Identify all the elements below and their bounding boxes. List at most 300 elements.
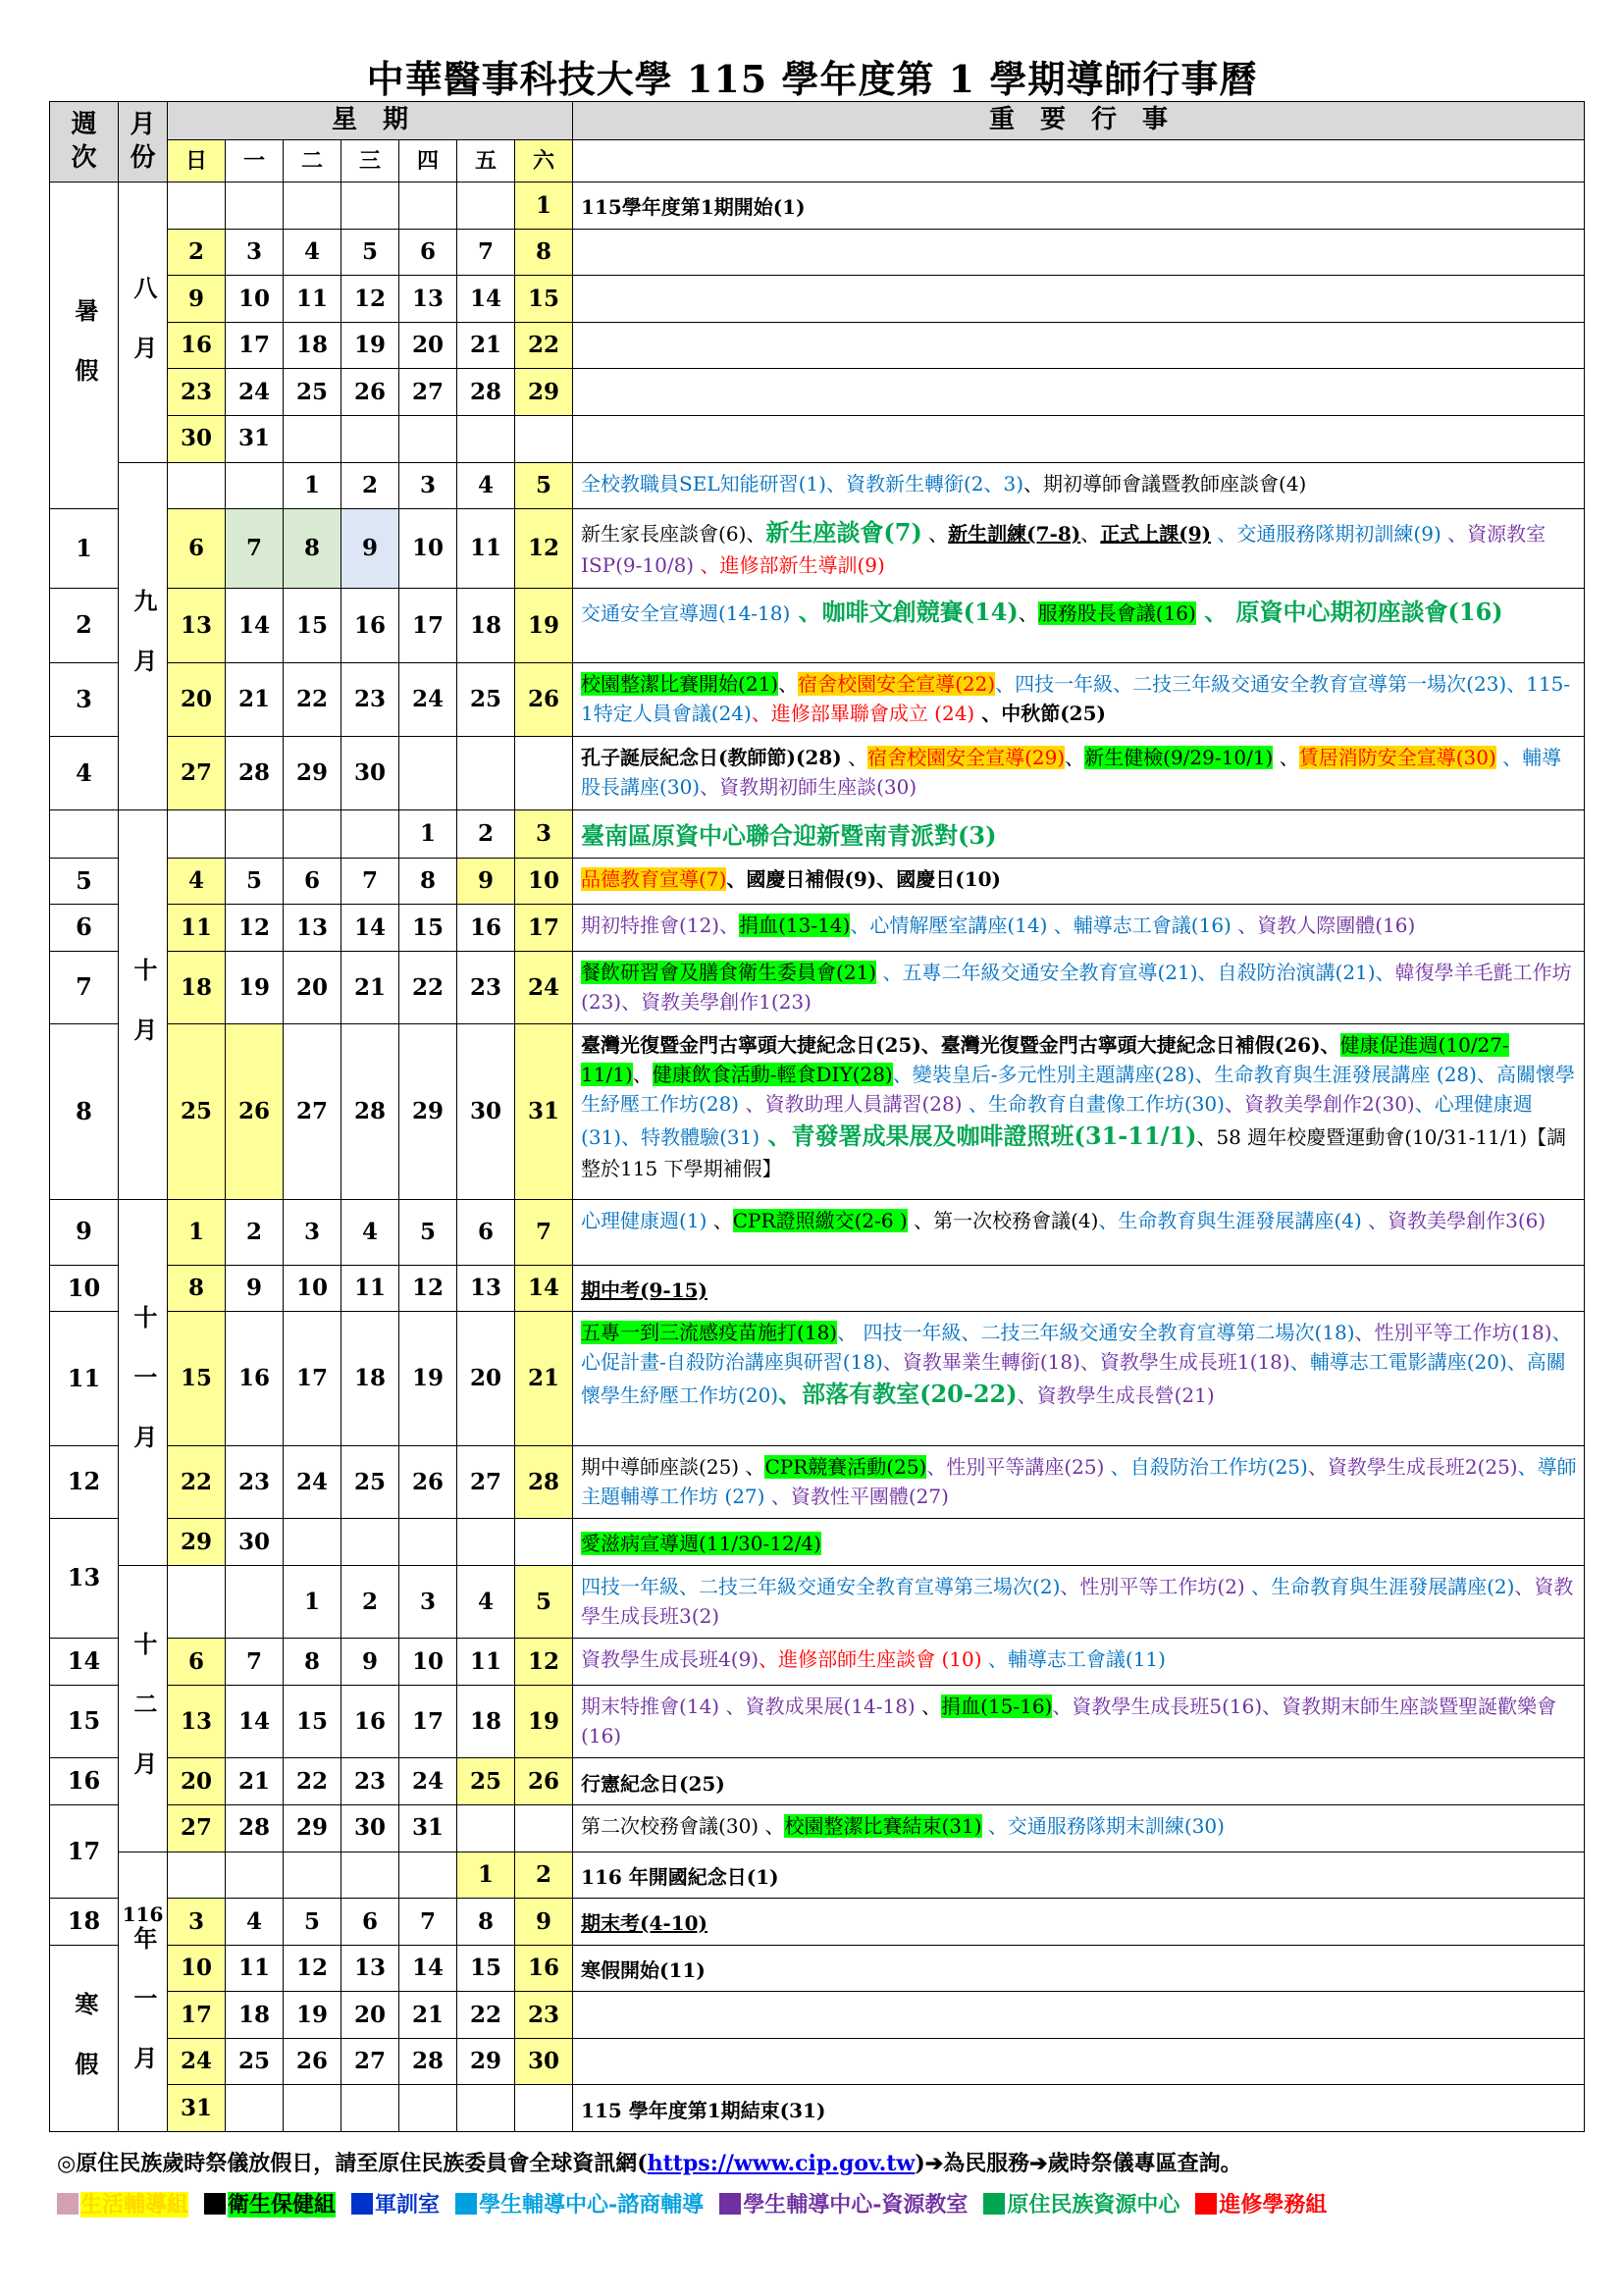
day-cell[interactable]: 22: [399, 951, 457, 1024]
day-cell[interactable]: 11: [226, 1945, 284, 1992]
month-name: 年 一 月: [129, 1926, 158, 2074]
day-cell[interactable]: 24: [515, 951, 573, 1024]
events-cell: [573, 1445, 1585, 1519]
week-number: 4: [50, 737, 119, 810]
day-cell[interactable]: 9: [341, 509, 399, 589]
day-cell[interactable]: 24: [226, 369, 284, 416]
day-cell[interactable]: 29: [399, 1024, 457, 1199]
events-cell: [573, 229, 1585, 276]
day-cell[interactable]: 29: [515, 369, 573, 416]
day-cell[interactable]: 21: [226, 1758, 284, 1805]
day-cell[interactable]: 28: [515, 1445, 573, 1519]
week-number: 18: [50, 1899, 119, 1946]
day-cell[interactable]: [284, 415, 341, 462]
day-cell[interactable]: [457, 415, 515, 462]
day-cell[interactable]: 2: [168, 229, 226, 276]
day-cell[interactable]: 10: [168, 1945, 226, 1992]
day-cell[interactable]: 9: [457, 858, 515, 905]
day-cell[interactable]: 24: [168, 2038, 226, 2085]
day-cell[interactable]: [168, 810, 226, 859]
day-cell[interactable]: 12: [284, 1945, 341, 1992]
day-cell[interactable]: 15: [284, 589, 341, 663]
event-item: 期末考(4-10): [581, 1911, 708, 1936]
event-item: 新生訓練(7-8): [948, 522, 1081, 547]
day-cell[interactable]: 6: [284, 858, 341, 905]
day-cell[interactable]: 19: [399, 1312, 457, 1445]
day-cell[interactable]: [226, 810, 284, 859]
day-cell[interactable]: 30: [341, 737, 399, 810]
day-cell[interactable]: 13: [168, 1685, 226, 1758]
day-cell[interactable]: [284, 810, 341, 859]
day-cell[interactable]: [341, 183, 399, 230]
legend-label: 學生輔導中心-諮商輔導: [479, 2192, 705, 2217]
day-cell[interactable]: [457, 2085, 515, 2132]
day-cell[interactable]: 7: [515, 1199, 573, 1265]
day-cell[interactable]: 22: [168, 1445, 226, 1519]
day-cell[interactable]: 23: [226, 1445, 284, 1519]
day-cell[interactable]: 1: [457, 1852, 515, 1899]
day-cell[interactable]: 5: [399, 1199, 457, 1265]
day-cell[interactable]: 17: [226, 322, 284, 369]
day-cell[interactable]: 18: [457, 1685, 515, 1758]
day-cell[interactable]: 28: [226, 1804, 284, 1852]
legend-label: 軍訓室: [375, 2192, 441, 2217]
day-cell[interactable]: 2: [457, 810, 515, 859]
day-cell[interactable]: 23: [341, 662, 399, 737]
day-cell[interactable]: 25: [226, 2038, 284, 2085]
day-cell[interactable]: 20: [399, 322, 457, 369]
day-cell[interactable]: 9: [226, 1265, 284, 1312]
event-item: 韓復學羊毛氈工作坊(23)、資教美學創作1(23): [581, 960, 1572, 1014]
day-cell[interactable]: 6: [341, 1899, 399, 1946]
day-cell[interactable]: 2: [226, 1199, 284, 1265]
day-cell[interactable]: 21: [399, 1992, 457, 2039]
event-item: 、心促計畫-自殺防治講座與研習(18): [581, 1321, 1572, 1375]
day-cell[interactable]: 27: [399, 369, 457, 416]
day-cell[interactable]: 2: [341, 462, 399, 509]
day-cell[interactable]: 7: [341, 858, 399, 905]
day-cell[interactable]: 23: [341, 1758, 399, 1805]
day-cell[interactable]: [399, 2085, 457, 2132]
legend-item: [351, 2188, 440, 2218]
month-name: 八 月: [129, 275, 158, 363]
day-cell[interactable]: 10: [399, 509, 457, 589]
day-cell[interactable]: 10: [226, 276, 284, 323]
day-cell[interactable]: 17: [515, 905, 573, 952]
day-cell[interactable]: [284, 1519, 341, 1566]
day-cell[interactable]: 24: [399, 1758, 457, 1805]
day-cell[interactable]: 27: [168, 1804, 226, 1852]
day-cell[interactable]: 6: [168, 509, 226, 589]
day-cell[interactable]: 26: [341, 369, 399, 416]
day-cell[interactable]: 20: [168, 662, 226, 737]
day-cell[interactable]: 14: [341, 905, 399, 952]
event-item: 、交通服務隊期初訓練(9): [1211, 522, 1441, 547]
day-cell[interactable]: [399, 415, 457, 462]
events-cell: [573, 1899, 1585, 1946]
day-cell[interactable]: 1: [284, 462, 341, 509]
day-cell[interactable]: 5: [341, 229, 399, 276]
day-cell[interactable]: [515, 1519, 573, 1566]
day-cell[interactable]: 17: [399, 1685, 457, 1758]
day-cell[interactable]: 4: [457, 1565, 515, 1639]
event-item: 餐飲研習會及膳食衛生委員會(21): [581, 960, 877, 984]
day-cell[interactable]: 5: [226, 858, 284, 905]
day-cell[interactable]: 3: [515, 810, 573, 859]
day-cell[interactable]: [457, 1804, 515, 1852]
day-cell[interactable]: 10: [284, 1265, 341, 1312]
day-cell[interactable]: 11: [341, 1265, 399, 1312]
day-cell[interactable]: 25: [341, 1445, 399, 1519]
day-cell[interactable]: 8: [284, 509, 341, 589]
week-number: 2: [50, 589, 119, 663]
calendar-row: [50, 2085, 1585, 2132]
day-cell[interactable]: 1: [284, 1565, 341, 1639]
day-cell[interactable]: 14: [226, 1685, 284, 1758]
month-name: 十 月: [129, 958, 158, 1046]
week-number: 3: [50, 662, 119, 737]
event-item: 四技一年級、二技三年級交通安全教育宣導第三場次(2): [581, 1574, 1061, 1598]
day-cell[interactable]: 10: [515, 858, 573, 905]
day-cell[interactable]: 6: [399, 229, 457, 276]
day-cell[interactable]: 21: [457, 322, 515, 369]
day-cell[interactable]: 17: [168, 1992, 226, 2039]
day-cell[interactable]: 26: [515, 1758, 573, 1805]
day-cell[interactable]: 2: [341, 1565, 399, 1639]
event-item: 、資教美學創作3(6): [1361, 1208, 1546, 1232]
day-cell[interactable]: 21: [515, 1312, 573, 1445]
day-cell[interactable]: [341, 810, 399, 859]
day-cell[interactable]: [399, 1852, 457, 1899]
day-cell[interactable]: 9: [341, 1639, 399, 1686]
day-cell[interactable]: 16: [515, 1945, 573, 1992]
day-cell[interactable]: [515, 1804, 573, 1852]
day-cell[interactable]: [226, 183, 284, 230]
event-item: 、心情解壓室講座(14): [850, 913, 1048, 938]
weekday-6: 六: [515, 139, 573, 182]
day-cell[interactable]: [341, 2085, 399, 2132]
day-cell[interactable]: [341, 415, 399, 462]
day-cell[interactable]: 25: [457, 1758, 515, 1805]
calendar-row: [50, 2038, 1585, 2085]
day-cell[interactable]: 29: [284, 737, 341, 810]
day-cell[interactable]: 20: [284, 951, 341, 1024]
day-cell[interactable]: 3: [226, 229, 284, 276]
calendar-row: [50, 1945, 1585, 1992]
day-cell[interactable]: 15: [515, 276, 573, 323]
day-cell[interactable]: 13: [457, 1265, 515, 1312]
day-cell[interactable]: 28: [457, 369, 515, 416]
month-label: [119, 462, 168, 810]
month-label: [119, 1565, 168, 1852]
day-cell[interactable]: 12: [515, 509, 573, 589]
day-cell[interactable]: 8: [168, 1265, 226, 1312]
day-cell[interactable]: 14: [226, 589, 284, 663]
day-cell[interactable]: 30: [168, 415, 226, 462]
day-cell[interactable]: 1: [515, 183, 573, 230]
day-cell[interactable]: 27: [457, 1445, 515, 1519]
day-cell[interactable]: 30: [341, 1804, 399, 1852]
events-cell: [573, 662, 1585, 737]
day-cell[interactable]: 3: [168, 1899, 226, 1946]
day-cell[interactable]: 21: [341, 951, 399, 1024]
week-number: 1: [50, 509, 119, 589]
day-cell[interactable]: [168, 462, 226, 509]
day-cell[interactable]: 6: [168, 1639, 226, 1686]
day-cell[interactable]: [457, 1519, 515, 1566]
event-item: 臺灣光復暨金門古寧頭大捷紀念日(25)、臺灣光復暨金門古寧頭大捷紀念日補假(26)、: [581, 1033, 1340, 1058]
day-cell[interactable]: [399, 737, 457, 810]
day-cell[interactable]: 13: [399, 276, 457, 323]
day-cell[interactable]: 6: [457, 1199, 515, 1265]
event-item: 、心理健康週(31)、特教體驗(31): [581, 1092, 1533, 1150]
day-cell[interactable]: 16: [341, 1685, 399, 1758]
day-cell[interactable]: 22: [515, 322, 573, 369]
day-cell[interactable]: 16: [226, 1312, 284, 1445]
week-header: [50, 102, 119, 183]
day-cell[interactable]: 15: [284, 1685, 341, 1758]
day-cell[interactable]: 11: [457, 509, 515, 589]
day-cell[interactable]: 21: [226, 662, 284, 737]
event-item: 、: [1018, 601, 1038, 626]
day-cell[interactable]: 7: [226, 1639, 284, 1686]
calendar-row: [50, 322, 1585, 369]
day-cell[interactable]: 10: [399, 1639, 457, 1686]
day-cell[interactable]: [515, 415, 573, 462]
day-cell[interactable]: 13: [168, 589, 226, 663]
day-cell[interactable]: 5: [284, 1899, 341, 1946]
day-cell[interactable]: 20: [168, 1758, 226, 1805]
day-cell[interactable]: 14: [515, 1265, 573, 1312]
day-cell[interactable]: 22: [284, 662, 341, 737]
event-item: 期中考(9-15): [581, 1278, 708, 1303]
day-cell[interactable]: 22: [284, 1758, 341, 1805]
day-cell[interactable]: 23: [515, 1992, 573, 2039]
day-cell[interactable]: 16: [457, 905, 515, 952]
day-cell[interactable]: 11: [284, 276, 341, 323]
day-cell[interactable]: 15: [168, 1312, 226, 1445]
day-cell[interactable]: 18: [168, 951, 226, 1024]
day-cell[interactable]: 14: [457, 276, 515, 323]
day-cell[interactable]: 5: [515, 1565, 573, 1639]
legend-item: [719, 2188, 968, 2218]
day-cell[interactable]: 12: [399, 1265, 457, 1312]
day-cell[interactable]: 4: [457, 462, 515, 509]
day-cell[interactable]: 20: [341, 1992, 399, 2039]
day-cell[interactable]: 23: [457, 951, 515, 1024]
day-cell[interactable]: 19: [515, 1685, 573, 1758]
day-cell[interactable]: 1: [399, 810, 457, 859]
week-number: [50, 183, 119, 509]
legend-item: [983, 2188, 1179, 2218]
day-cell[interactable]: [168, 183, 226, 230]
event-item: 、資教畢業生轉銜(18)、資教學生成長班1(18): [882, 1350, 1290, 1375]
calendar-row: [50, 183, 1585, 230]
day-cell[interactable]: 30: [515, 2038, 573, 2085]
day-cell[interactable]: 14: [399, 1945, 457, 1992]
day-cell[interactable]: [284, 183, 341, 230]
day-cell[interactable]: 18: [457, 589, 515, 663]
day-cell[interactable]: 11: [457, 1639, 515, 1686]
event-item: 、性別平等講座(25): [926, 1454, 1105, 1479]
legend-swatch: [983, 2193, 1005, 2215]
day-cell[interactable]: 31: [168, 2085, 226, 2132]
day-cell[interactable]: 4: [226, 1899, 284, 1946]
day-cell[interactable]: 5: [515, 462, 573, 509]
day-cell[interactable]: [515, 737, 573, 810]
day-cell[interactable]: 12: [341, 276, 399, 323]
day-cell[interactable]: 28: [226, 737, 284, 810]
day-cell[interactable]: 8: [399, 858, 457, 905]
day-cell[interactable]: 25: [284, 369, 341, 416]
events-cell: [573, 1992, 1585, 2039]
event-item: 五專一到三流感疫苗施打(18): [581, 1321, 838, 1345]
weekday-row: [50, 139, 1585, 182]
day-cell[interactable]: 26: [284, 2038, 341, 2085]
day-cell[interactable]: 11: [168, 905, 226, 952]
day-cell[interactable]: [399, 1519, 457, 1566]
legend-label: 衛生保健組: [228, 2192, 337, 2217]
day-cell[interactable]: 1: [168, 1199, 226, 1265]
day-cell[interactable]: 7: [399, 1899, 457, 1946]
event-item: 正式上課(9): [1100, 522, 1212, 547]
day-cell[interactable]: 18: [226, 1992, 284, 2039]
day-cell[interactable]: 31: [515, 1024, 573, 1199]
day-cell[interactable]: [341, 1852, 399, 1899]
events-cell: [573, 905, 1585, 952]
day-cell[interactable]: 3: [399, 1565, 457, 1639]
day-cell[interactable]: 28: [399, 2038, 457, 2085]
day-cell[interactable]: [168, 1565, 226, 1639]
day-cell[interactable]: [515, 2085, 573, 2132]
day-cell[interactable]: 24: [284, 1445, 341, 1519]
day-cell[interactable]: [168, 1852, 226, 1899]
event-item: 、資教期初師生座談(30): [700, 775, 917, 800]
events-cell: [573, 1685, 1585, 1758]
day-cell[interactable]: 31: [226, 415, 284, 462]
day-cell[interactable]: 3: [399, 462, 457, 509]
events-cell: [573, 1312, 1585, 1445]
week-number: [50, 810, 119, 859]
day-cell[interactable]: 28: [341, 1024, 399, 1199]
day-cell[interactable]: 4: [284, 229, 341, 276]
day-cell[interactable]: 31: [399, 1804, 457, 1852]
day-cell[interactable]: 17: [399, 589, 457, 663]
day-cell[interactable]: 16: [168, 322, 226, 369]
day-cell[interactable]: 9: [168, 276, 226, 323]
day-cell[interactable]: [341, 1519, 399, 1566]
day-cell[interactable]: 7: [457, 229, 515, 276]
day-cell[interactable]: [284, 2085, 341, 2132]
day-cell[interactable]: [457, 737, 515, 810]
day-cell[interactable]: 22: [457, 1992, 515, 2039]
calendar-row: [50, 276, 1585, 323]
day-cell[interactable]: 9: [515, 1899, 573, 1946]
day-cell[interactable]: 26: [515, 662, 573, 737]
day-cell[interactable]: 19: [284, 1992, 341, 2039]
day-cell[interactable]: [284, 1852, 341, 1899]
event-item: 、變裝皇后-多元性別主題講座(28)、生命教育與生涯發展講座 (28)、高關懷學生紓壓工作坊(28): [581, 1063, 1575, 1117]
events-cell: [573, 2085, 1585, 2132]
day-cell[interactable]: 30: [226, 1519, 284, 1566]
day-cell[interactable]: 27: [284, 1024, 341, 1199]
events-cell: [573, 951, 1585, 1024]
day-cell[interactable]: 4: [341, 1199, 399, 1265]
events-cell: [573, 1519, 1585, 1566]
event-item: 、輔導志工會議(11): [981, 1647, 1166, 1672]
day-cell[interactable]: 13: [341, 1945, 399, 1992]
day-cell[interactable]: 7: [226, 509, 284, 589]
calendar-row: [50, 509, 1585, 589]
day-cell[interactable]: 8: [515, 229, 573, 276]
day-cell[interactable]: 12: [226, 905, 284, 952]
day-cell[interactable]: 25: [168, 1024, 226, 1199]
day-cell[interactable]: 13: [284, 905, 341, 952]
day-cell[interactable]: 17: [284, 1312, 341, 1445]
day-cell[interactable]: 29: [457, 2038, 515, 2085]
day-cell[interactable]: 16: [341, 589, 399, 663]
events-cell: [573, 462, 1585, 509]
calendar-row: [50, 1758, 1585, 1805]
day-cell[interactable]: 18: [284, 322, 341, 369]
day-cell[interactable]: [226, 2085, 284, 2132]
event-item: 、 四技一年級、二技三年級交通安全教育宣導第二場次(18): [837, 1321, 1355, 1345]
day-cell[interactable]: 2: [515, 1852, 573, 1899]
day-cell[interactable]: 29: [284, 1804, 341, 1852]
event-item: 、: [759, 1813, 785, 1838]
events-cell: [573, 1199, 1585, 1265]
day-cell[interactable]: 30: [457, 1024, 515, 1199]
day-cell[interactable]: 19: [341, 322, 399, 369]
events-cell: [573, 1565, 1585, 1639]
day-cell[interactable]: 27: [341, 2038, 399, 2085]
day-cell[interactable]: 19: [226, 951, 284, 1024]
day-cell[interactable]: 4: [168, 858, 226, 905]
day-cell[interactable]: [399, 183, 457, 230]
note-prefix: ◎原住民族歲時祭儀放假日，請至原住民族委員會全球資訊網(: [57, 2151, 648, 2176]
day-cell[interactable]: 15: [399, 905, 457, 952]
event-item: 、: [707, 1208, 733, 1232]
day-cell[interactable]: 15: [457, 1945, 515, 1992]
day-cell[interactable]: 24: [399, 662, 457, 737]
day-cell[interactable]: 20: [457, 1312, 515, 1445]
weekday-header: 星 期: [168, 102, 573, 140]
day-cell[interactable]: 27: [168, 737, 226, 810]
calendar-row: [50, 229, 1585, 276]
day-cell[interactable]: [226, 462, 284, 509]
day-cell[interactable]: 3: [284, 1199, 341, 1265]
day-cell[interactable]: 25: [457, 662, 515, 737]
day-cell[interactable]: 8: [284, 1639, 341, 1686]
day-cell[interactable]: [226, 1852, 284, 1899]
event-item: 交通安全宣導週(14-18): [581, 601, 791, 626]
day-cell[interactable]: 19: [515, 589, 573, 663]
day-cell[interactable]: 8: [457, 1899, 515, 1946]
day-cell[interactable]: 23: [168, 369, 226, 416]
event-item: 、58 週年校慶暨運動會(10/31-11/1)【調整於115 下學期補假】: [581, 1125, 1567, 1181]
day-cell[interactable]: 26: [399, 1445, 457, 1519]
event-item: 、進修部新生導訓(9): [694, 553, 885, 578]
cip-link[interactable]: https://www.cip.gov.tw: [647, 2151, 916, 2176]
day-cell[interactable]: 26: [226, 1024, 284, 1199]
day-cell[interactable]: 18: [341, 1312, 399, 1445]
day-cell[interactable]: 29: [168, 1519, 226, 1566]
weekday-5: 五: [457, 139, 515, 182]
day-cell[interactable]: [226, 1565, 284, 1639]
event-item: 、資教人際團體(16): [1231, 913, 1416, 938]
day-cell[interactable]: [457, 183, 515, 230]
day-cell[interactable]: 12: [515, 1639, 573, 1686]
